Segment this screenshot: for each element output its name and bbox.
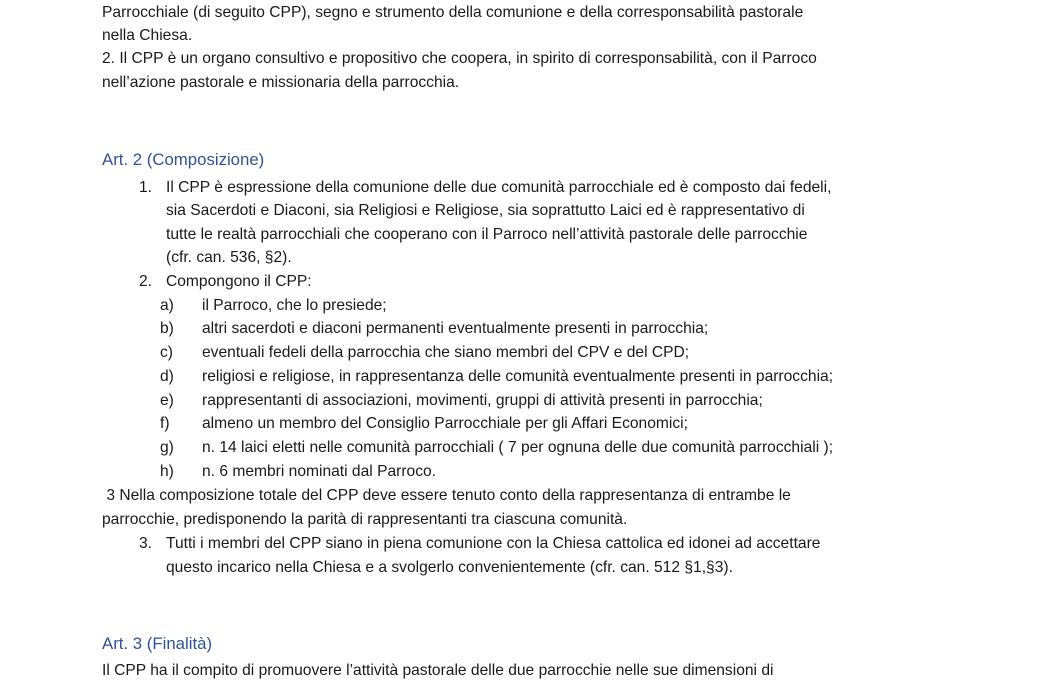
subitem-marker-b: b): [160, 320, 174, 337]
subitem-marker-e: e): [160, 392, 174, 409]
art2-item3-line-2: questo incarico nella Chiesa e a svolgerlo convenientemente (cfr. can. 512 §1,§3).: [166, 559, 733, 576]
art2-item3-line-1: Tutti i membri del CPP siano in piena comunione con la Chiesa cattolica ed idonei ad accettare: [166, 535, 821, 552]
art2-item2-text: Compongono il CPP:: [166, 273, 312, 290]
art3-line-1: Il CPP ha il compito di promuovere l’attività pastorale delle due parrocchie nelle sue dimensioni di: [102, 662, 774, 679]
subitem-text-e: rappresentanti di associazioni, movimenti, gruppi di attività presenti in parrocchia;: [202, 392, 763, 409]
art2-item1-line-3: tutte le realtà parrocchiali che cooperano con il Parroco nell’attività pastorale delle parrocchie: [166, 226, 808, 243]
subitem-marker-d: d): [160, 368, 174, 385]
subitem-marker-g: g): [160, 439, 174, 456]
subitem-marker-a: a): [160, 297, 174, 314]
subitem-text-d: religiosi e religiose, in rappresentanza delle comunità eventualmente presenti in parrocchia;: [202, 368, 834, 385]
art3-heading: Art. 3 (Finalità): [102, 634, 213, 653]
art2-item1-line-1: Il CPP è espressione della comunione delle due comunità parrocchiale ed è composto dai fedeli,: [166, 179, 832, 196]
art2-item1-line-2: sia Sacerdoti e Diaconi, sia Religiosi e Religiose, sia soprattutto Laici ed è rappresentativo di: [166, 202, 805, 219]
art1-line-2: nella Chiesa.: [102, 27, 193, 44]
art2-heading: Art. 2 (Composizione): [102, 150, 265, 169]
subitem-marker-h: h): [160, 463, 174, 480]
subitem-text-c: eventuali fedeli della parrocchia che siano membri del CPV e del CPD;: [202, 344, 690, 361]
subitem-text-a: il Parroco, che lo presiede;: [202, 297, 387, 314]
art1-line-4: nell’azione pastorale e missionaria della parrocchia.: [102, 74, 460, 91]
art2-item1-marker: 1.: [138, 179, 152, 196]
art2-item1-line-4: (cfr. can. 536, §2).: [166, 249, 292, 266]
subitem-text-g: n. 14 laici eletti nelle comunità parrocchiali ( 7 per ognuna delle due comunità parrocchiali );: [202, 439, 834, 456]
art1-line-3: 2. Il CPP è un organo consultivo e propositivo che coopera, in spirito di corresponsabilità, con il Parroco: [102, 50, 817, 67]
subitem-marker-c: c): [160, 344, 173, 361]
subitem-text-h: n. 6 membri nominati dal Parroco.: [202, 463, 437, 480]
subitem-marker-f: f): [160, 415, 170, 432]
art2-para3-line-1: 3 Nella composizione totale del CPP deve essere tenuto conto della rappresentanza di entrambe le: [102, 487, 791, 504]
subitem-text-b: altri sacerdoti e diaconi permanenti eventualmente presenti in parrocchia;: [202, 320, 709, 337]
art2-para3-line-2: parrocchie, predisponendo la parità di rappresentanti tra ciascuna comunità.: [102, 511, 628, 528]
art1-line-1: Parrocchiale (di seguito CPP), segno e strumento della comunione e della corresponsabilità pastorale: [102, 4, 804, 21]
art2-item3-marker: 3.: [138, 535, 152, 552]
art2-item2-marker: 2.: [138, 273, 152, 290]
subitem-text-f: almeno un membro del Consiglio Parrocchiale per gli Affari Economici;: [202, 415, 688, 432]
